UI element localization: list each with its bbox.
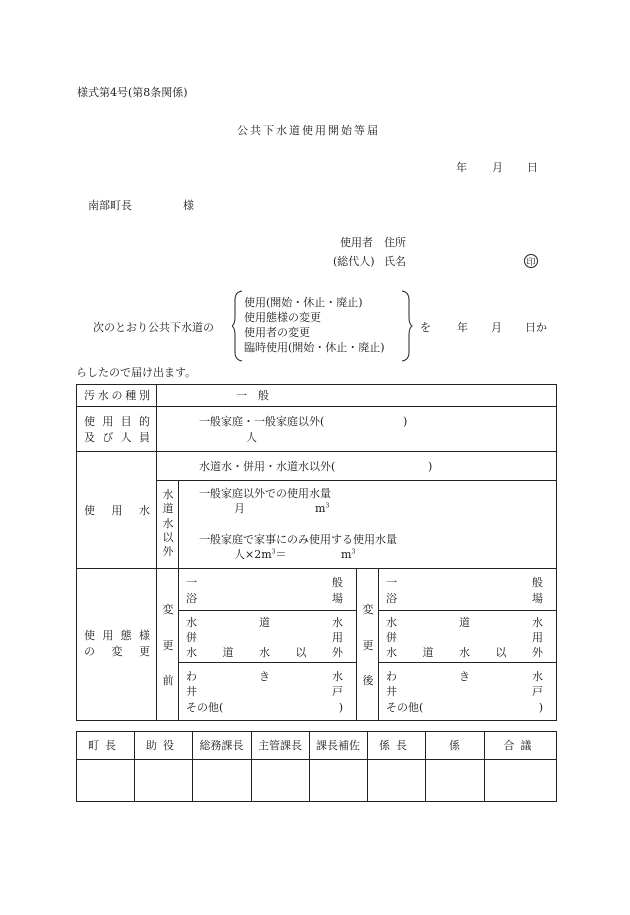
household-volume-label: 一般家庭で家事にのみ使用する使用水量 [199,533,397,546]
before-non-tap: 水 道 水 以 外 [186,646,343,659]
approval-assistant-chief: 課長補佐 [316,739,360,752]
after-other: その他( ) [386,701,543,714]
after-change-label: 変 更 後 [362,603,374,687]
option-mode-change: 使用態様の変更 [244,311,321,324]
form-number: 様式第4号(第8条関係) [77,86,188,99]
after-combined: 併 用 [386,631,543,644]
after-non-tap: 水 道 水 以 外 [386,646,543,659]
approval-staff: 係 [449,739,460,752]
applicant-role: 使用者 [340,236,373,249]
non-household-volume-label: 一般家庭以外での使用水量 [199,487,331,500]
volume-unit: $m^3$ [315,502,330,515]
after-spring-water: わ き 水 [386,670,543,683]
date-month-label: 月 [492,161,503,174]
statement-year: 年 [457,321,468,334]
household-close: ) [403,415,408,428]
form-title: 公共下水道使用開始等届 [237,124,380,137]
addressee-name: 南部町長 [88,199,132,212]
volume-month: 月 [234,502,245,515]
water-source-label: 使 用 水 [84,504,150,517]
after-tap-water: 水 道 水 [386,616,543,629]
statement-prefix: 次のとおり公共下水道の [93,321,214,334]
name-label: 氏名 [384,255,406,268]
before-combined: 併 用 [186,631,343,644]
persons-label: 及 び 人 員 [84,431,150,444]
after-well: 井 戸 [386,685,543,698]
before-spring-water: わ き 水 [186,670,343,683]
option-use: 使用(開始・休止・廃止) [244,296,363,309]
before-change-label: 変 更 前 [162,603,174,687]
approval-deputy: 助役 [146,739,180,752]
before-other: その他( ) [186,701,343,714]
approval-mayor: 町長 [88,739,122,752]
household-type: 一般家庭・一般家庭以外( [199,415,325,428]
after-bathhouse: 浴 場 [386,592,543,605]
change-label: の 変 更 [84,645,150,658]
approval-joint-review: 合議 [503,739,538,752]
representative-label: (総代人) [333,255,375,268]
before-tap-water: 水 道 水 [186,616,343,629]
after-general: 一 般 [386,576,543,589]
addressee-honorific: 様 [183,199,194,212]
address-label: 住所 [384,236,406,249]
seal-mark: 印 [524,254,538,268]
approval-general-affairs-chief: 総務課長 [199,739,244,752]
date-day-label: 日 [527,161,538,174]
household-volume-unit: $m^3$ [341,548,356,561]
before-well: 井 戸 [186,685,343,698]
approval-department-chief: 主管課長 [258,739,302,752]
option-user-change: 使用者の変更 [244,326,310,339]
volume-formula: 人$\times 2m^3=$ [234,548,287,561]
water-source-close: ) [428,460,433,473]
statement-wo: を [420,321,431,334]
statement-month: 月 [491,321,502,334]
sewage-type-value: 一 般 [236,389,269,402]
sewage-type-label: 汚 水 の 種 別 [84,389,150,402]
persons-unit: 人 [246,431,257,444]
date-year-label: 年 [456,161,467,174]
before-general: 一 般 [186,576,343,589]
non-tap-water-label: 水 道 水 以 外 [162,488,174,558]
before-bathhouse: 浴 場 [186,592,343,605]
statement-continuation: らしたので届け出ます。 [76,366,197,379]
approval-section-head: 係長 [379,739,413,752]
water-source-options: 水道水・併用・水道水以外( [199,460,336,473]
statement-day: 日か [525,321,547,334]
usage-mode-label: 使 用 態 様 [84,629,150,642]
use-purpose-label: 使 用 目 的 [84,415,150,428]
option-temporary: 臨時使用(開始・休止・廃止) [244,341,385,354]
